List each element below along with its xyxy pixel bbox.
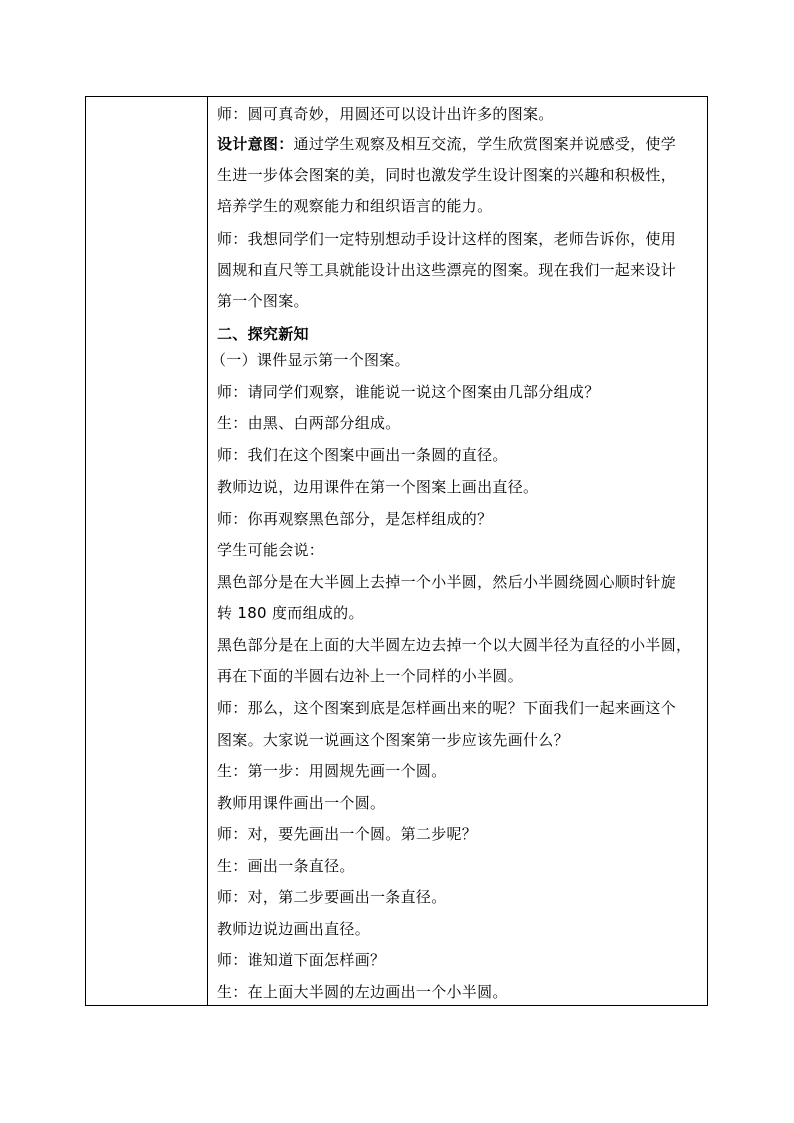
lesson-table	[85, 96, 708, 1006]
text-line: 生进一步体会图案的美，同时也激发学生设计图案的兴趣和积极性，	[217, 166, 677, 184]
text-line: 师：那么，这个图案到底是怎样画出来的呢？下面我们一起来画这个	[217, 699, 677, 717]
text-line: 师：你再观察黑色部分，是怎样组成的？	[217, 510, 493, 528]
text-line: 第一个图案。	[217, 292, 309, 310]
text-line: 师：谁知道下面怎样画？	[217, 951, 386, 969]
text-line: 师：我们在这个图案中画出一条圆的直径。	[217, 446, 508, 464]
text-line: 教师用课件画出一个圆。	[217, 794, 386, 812]
section-heading: 二、探究新知	[217, 325, 309, 343]
text-line: 师：圆可真奇妙，用圆还可以设计出许多的图案。	[217, 105, 554, 123]
text-line: 培养学生的观察能力和组织语言的能力。	[217, 197, 493, 215]
text-line: 设计意图：通过学生观察及相互交流，学生欣赏图案并说感受，使学	[217, 135, 677, 153]
table-left-cell	[86, 97, 208, 1005]
text-line: 再在下面的半圆右边补上一个同样的小半圆。	[217, 667, 524, 685]
text-line: 生：画出一条直径。	[217, 857, 355, 875]
table-content-cell	[208, 97, 707, 1005]
text-line: 黑色部分是在上面的大半圆左边去掉一个以大圆半径为直径的小半圆，	[217, 636, 692, 654]
text-line: 学生可能会说：	[217, 541, 325, 559]
text-line: 生：在上面大半圆的左边画出一个小半圆。	[217, 983, 508, 1001]
text-line: 教师边说，边用课件在第一个图案上画出直径。	[217, 478, 539, 496]
text-line: 教师边说边画出直径。	[217, 920, 371, 938]
text-line: 师：对，要先画出一个圆。第二步呢？	[217, 825, 478, 843]
text-line: 生：第一步：用圆规先画一个圆。	[217, 762, 447, 780]
text-line: 生：由黑、白两部分组成。	[217, 414, 401, 432]
text-line: 圆规和直尺等工具就能设计出这些漂亮的图案。现在我们一起来设计	[217, 261, 677, 279]
text-line: 师：我想同学们一定特别想动手设计这样的图案，老师告诉你，使用	[217, 230, 677, 248]
text-line: 转 180 度而组成的。	[217, 604, 364, 622]
text-line: 师：对，第二步要画出一条直径。	[217, 888, 447, 906]
design-intent-label: 设计意图：	[217, 135, 294, 153]
text-line: （一）课件显示第一个图案。	[211, 351, 410, 369]
text-line: 师：请同学们观察，谁能说一说这个图案由几部分组成？	[217, 383, 600, 401]
text-line: 图案。大家说一说画这个图案第一步应该先画什么？	[217, 731, 569, 749]
text-line: 黑色部分是在大半圆上去掉一个小半圆，然后小半圆绕圆心顺时针旋	[217, 573, 677, 591]
